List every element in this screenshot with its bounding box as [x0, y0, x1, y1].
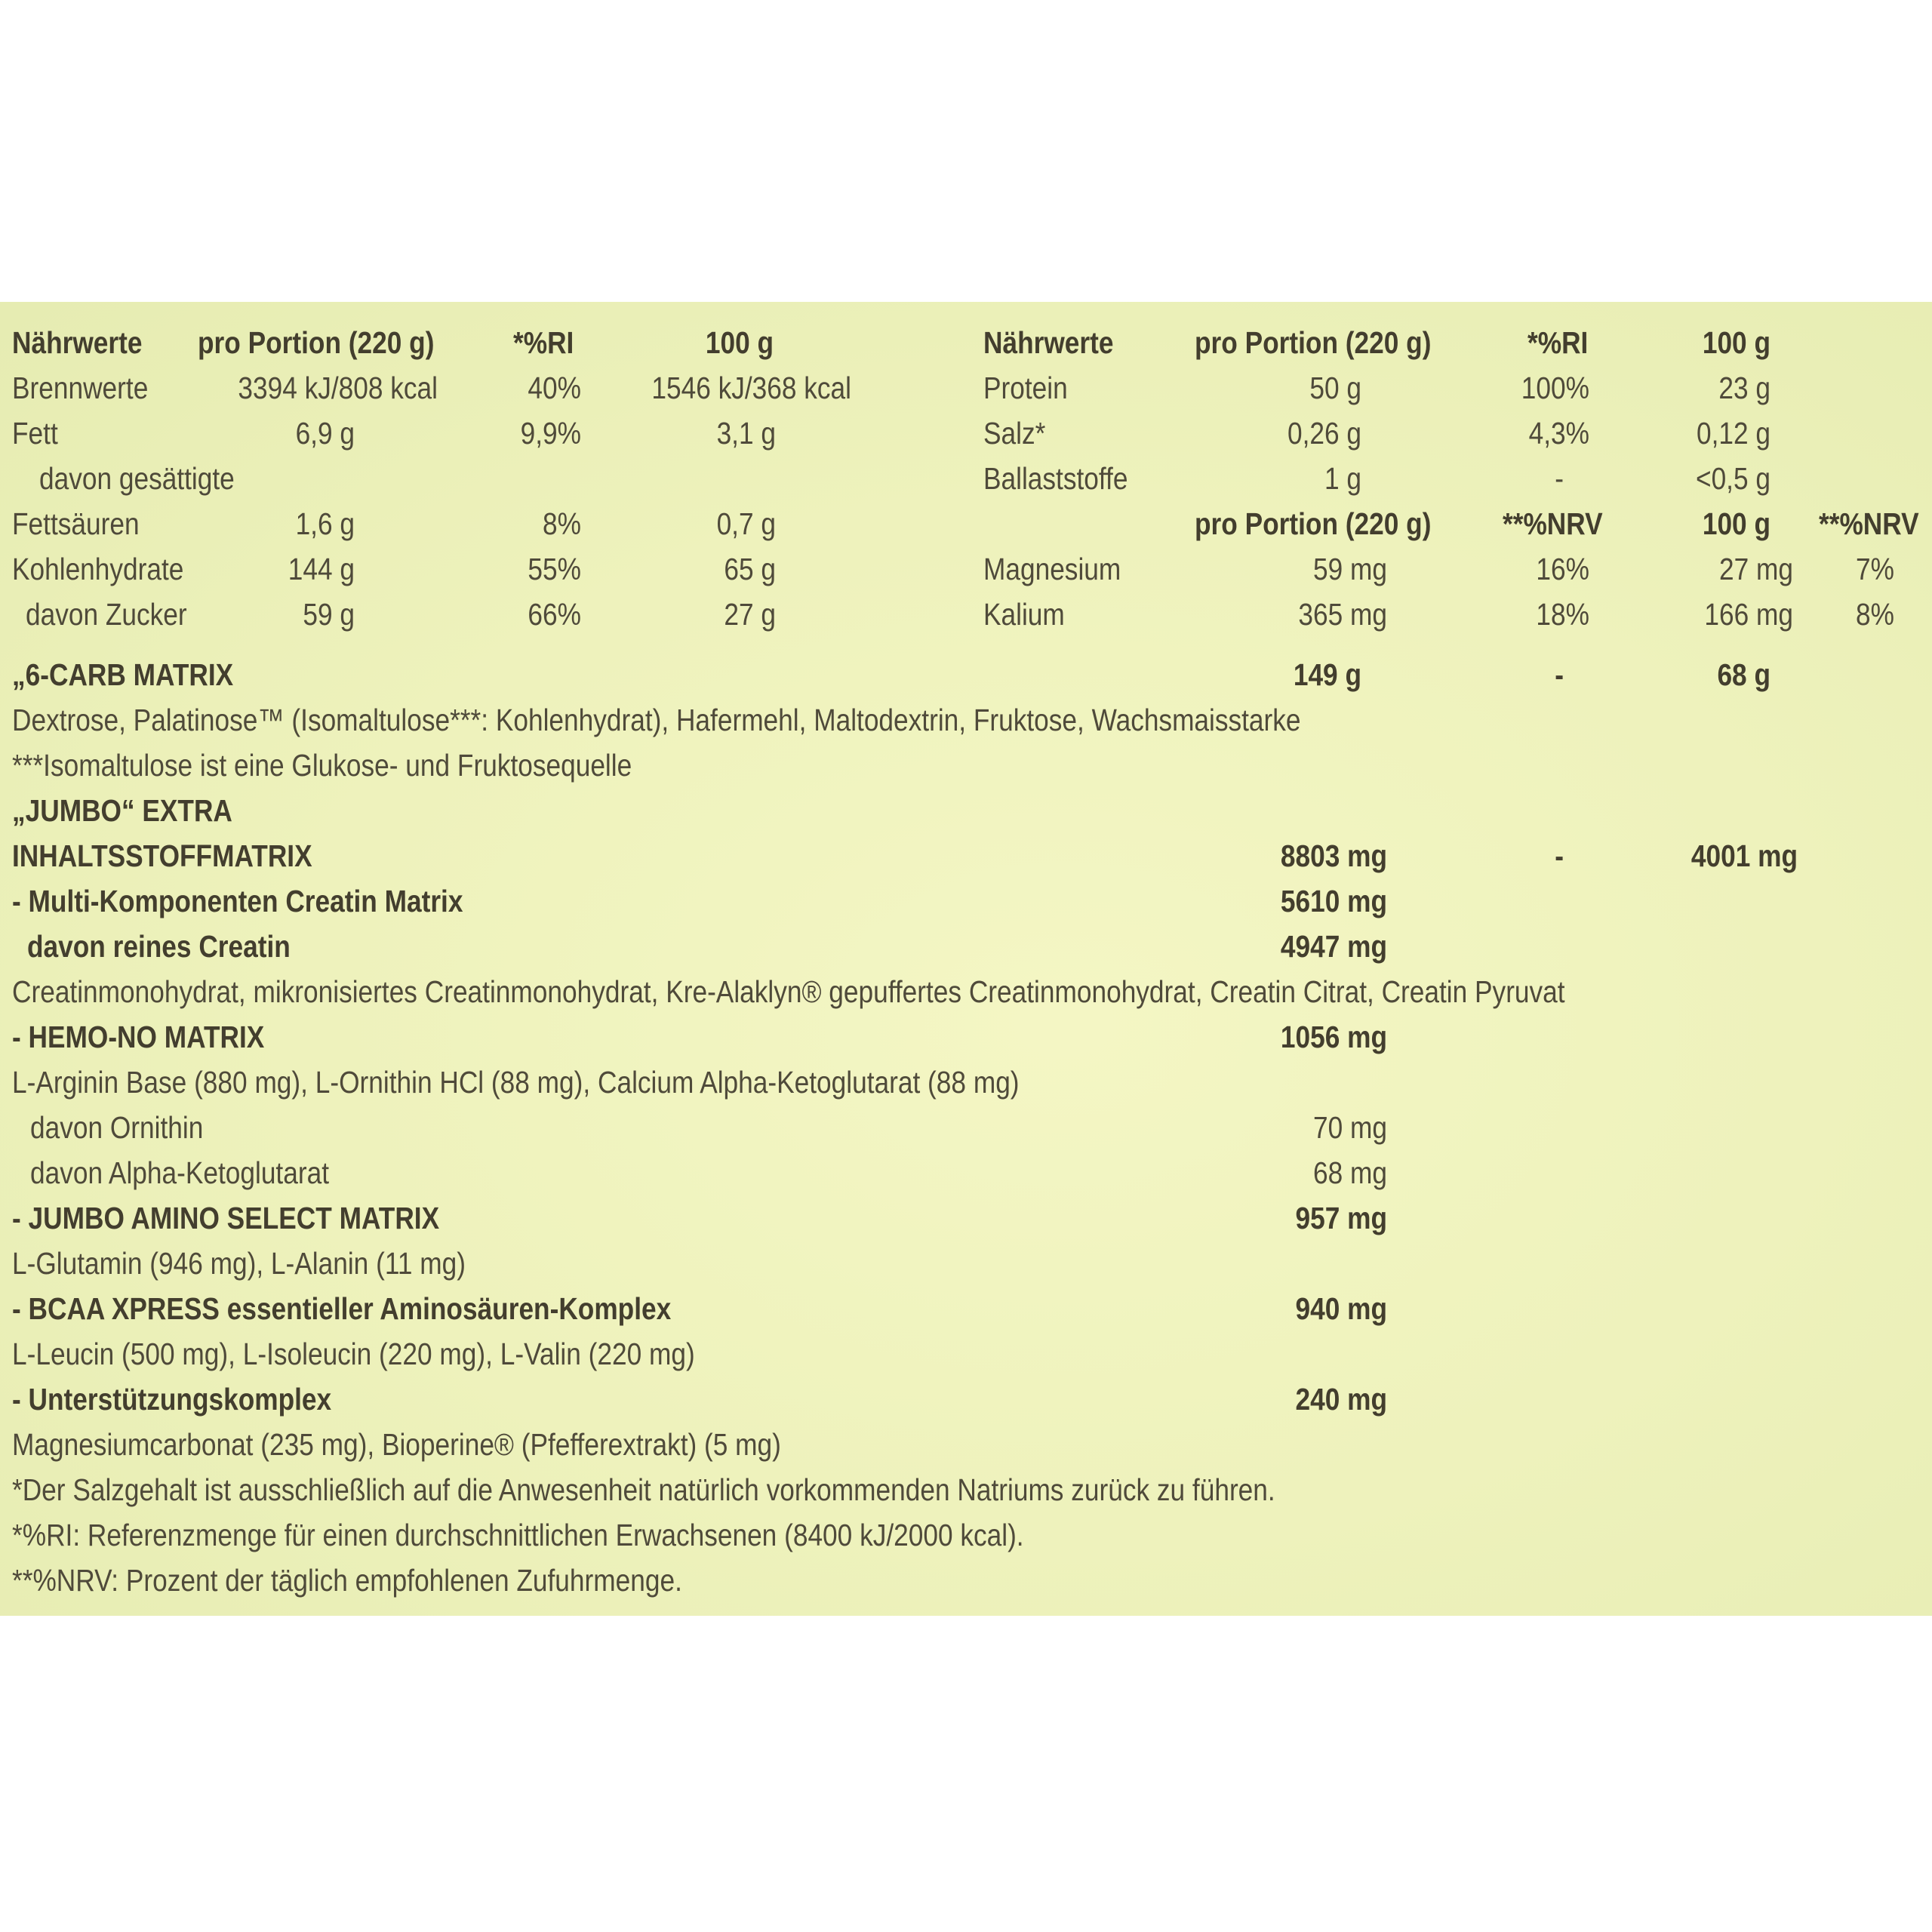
right-header-ri: *%RI	[1527, 325, 1589, 360]
nrv-header-portion: pro Portion (220 g)	[1195, 506, 1432, 541]
table-row-100g: 0,12 g	[1696, 416, 1770, 451]
creatin-sub: davon reines Creatin	[27, 929, 291, 964]
table-row-portion: 0,26 g	[1287, 416, 1361, 451]
left-header-portion: pro Portion (220 g)	[198, 325, 435, 360]
jumbo-portion: 8803 mg	[1280, 838, 1387, 873]
table-row-100g: 23 g	[1718, 371, 1770, 405]
footnote-nrv: **%NRV: Prozent der täglich empfohlenen Zufuhrmenge.	[12, 1563, 682, 1598]
hemo-sub1: davon Ornithin	[30, 1110, 204, 1145]
table-row-name: Salz*	[983, 416, 1046, 451]
bcaa-ingredients: L-Leucin (500 mg), L-Isoleucin (220 mg), L-Valin (220 mg)	[12, 1337, 695, 1371]
table-row-100g: 0,7 g	[716, 506, 776, 541]
table-row-name: Fettsäuren	[12, 506, 140, 541]
hemo-sub2-value: 68 mg	[1313, 1155, 1387, 1190]
hemo-sub2: davon Alpha-Ketoglutarat	[30, 1155, 329, 1190]
table-row-100g: 1546 kJ/368 kcal	[651, 371, 851, 405]
table-row-100g: 27 mg	[1719, 552, 1793, 586]
jumbo-100g: 4001 mg	[1690, 838, 1798, 873]
table-row-nrv100: 8%	[1856, 597, 1894, 632]
nrv-header-100g: 100 g	[1702, 506, 1770, 541]
footnote-salt: *Der Salzgehalt ist ausschließlich auf die Anwesenheit natürlich vorkommenden Natriums zurück zu führen.	[12, 1472, 1275, 1507]
table-row-portion: 59 mg	[1313, 552, 1387, 586]
table-row-name: Kohlenhydrate	[12, 552, 184, 586]
left-header-100g: 100 g	[705, 325, 774, 360]
table-row-ri: 100%	[1521, 371, 1589, 405]
support-ingredients: Magnesiumcarbonat (235 mg), Bioperine® (Pfefferextrakt) (5 mg)	[12, 1427, 781, 1462]
table-row-name: Magnesium	[983, 552, 1121, 586]
table-row-name: Fett	[12, 416, 58, 451]
creatin-matrix-title: - Multi-Komponenten Creatin Matrix	[12, 884, 463, 918]
right-header-portion: pro Portion (220 g)	[1195, 325, 1432, 360]
table-row-100g: <0,5 g	[1695, 461, 1770, 496]
table-row-100g: 27 g	[724, 597, 776, 632]
creatin-sub-value: 4947 mg	[1280, 929, 1387, 964]
carb-matrix-ingredients: Dextrose, Palatinose™ (Isomaltulose***: Kohlenhydrat), Hafermehl, Maltodextrin, Fruktose, Wachsmaisstarke	[12, 703, 1301, 737]
bcaa-title: - BCAA XPRESS essentieller Aminosäuren-Komplex	[12, 1291, 672, 1326]
table-row-name: davon Zucker	[26, 597, 187, 632]
table-row-name: davon gesättigte	[39, 461, 235, 496]
bcaa-value: 940 mg	[1295, 1291, 1387, 1326]
table-row-nrv100: 7%	[1856, 552, 1894, 586]
amino-ingredients: L-Glutamin (946 mg), L-Alanin (11 mg)	[12, 1246, 466, 1281]
hemo-matrix-title: - HEMO-NO MATRIX	[12, 1020, 265, 1054]
table-row-name: Kalium	[983, 597, 1065, 632]
carb-matrix-title: „6-CARB MATRIX	[12, 657, 234, 692]
table-row-ri: 66%	[528, 597, 581, 632]
hemo-ingredients: L-Arginin Base (880 mg), L-Ornithin HCl (88 mg), Calcium Alpha-Ketoglutarat (88 mg)	[12, 1065, 1020, 1100]
table-row-100g: 166 mg	[1704, 597, 1793, 632]
carb-matrix-portion: 149 g	[1293, 657, 1361, 692]
table-row-name: Ballaststoffe	[983, 461, 1128, 496]
table-row-ri: 55%	[528, 552, 581, 586]
table-row-ri: 40%	[528, 371, 581, 405]
table-row-portion: 6,9 g	[295, 416, 355, 451]
right-header-100g: 100 g	[1702, 325, 1770, 360]
table-row-ri: -	[1555, 461, 1564, 496]
nrv-header-nrv100: **%NRV	[1819, 506, 1919, 541]
amino-matrix-value: 957 mg	[1295, 1201, 1387, 1235]
right-header-name: Nährwerte	[983, 325, 1114, 360]
jumbo-title-line1: „JUMBO“ EXTRA	[12, 793, 232, 828]
jumbo-title-line2: INHALTSSTOFFMATRIX	[12, 838, 312, 873]
table-row-ri: 4,3%	[1528, 416, 1589, 451]
nutrition-label	[0, 302, 1932, 1616]
carb-matrix-note: ***Isomaltulose ist eine Glukose- und Fruktosequelle	[12, 748, 632, 783]
nrv-header-nrv: **%NRV	[1503, 506, 1603, 541]
table-row-name: Protein	[983, 371, 1068, 405]
support-title: - Unterstützungskomplex	[12, 1382, 332, 1417]
support-value: 240 mg	[1295, 1382, 1387, 1417]
table-row-nrv: 18%	[1536, 597, 1589, 632]
hemo-matrix-value: 1056 mg	[1280, 1020, 1387, 1054]
table-row-portion: 144 g	[288, 552, 355, 586]
table-row-100g: 3,1 g	[716, 416, 776, 451]
table-row-portion: 50 g	[1309, 371, 1361, 405]
left-header-name: Nährwerte	[12, 325, 143, 360]
carb-matrix-ri: -	[1555, 657, 1564, 692]
table-row-ri: 9,9%	[520, 416, 581, 451]
table-row-portion: 59 g	[303, 597, 355, 632]
table-row-name: Brennwerte	[12, 371, 149, 405]
table-row-portion: 365 mg	[1298, 597, 1387, 632]
jumbo-ri: -	[1555, 838, 1564, 873]
amino-matrix-title: - JUMBO AMINO SELECT MATRIX	[12, 1201, 440, 1235]
creatin-matrix-value: 5610 mg	[1280, 884, 1387, 918]
table-row-nrv: 16%	[1536, 552, 1589, 586]
hemo-sub1-value: 70 mg	[1313, 1110, 1387, 1145]
left-header-ri: *%RI	[513, 325, 574, 360]
table-row-portion: 3394 kJ/808 kcal	[238, 371, 438, 405]
footnote-ri: *%RI: Referenzmenge für einen durchschnittlichen Erwachsenen (8400 kJ/2000 kcal).	[12, 1518, 1024, 1552]
table-row-portion: 1,6 g	[295, 506, 355, 541]
table-row-100g: 65 g	[724, 552, 776, 586]
table-row-portion: 1 g	[1324, 461, 1361, 496]
carb-matrix-100g: 68 g	[1717, 657, 1770, 692]
creatin-ingredients: Creatinmonohydrat, mikronisiertes Creatinmonohydrat, Kre-Alaklyn® gepuffertes Creatinmonohydrat, Creatin Citrat, Creatin Pyruvat	[12, 974, 1565, 1009]
table-row-ri: 8%	[543, 506, 581, 541]
